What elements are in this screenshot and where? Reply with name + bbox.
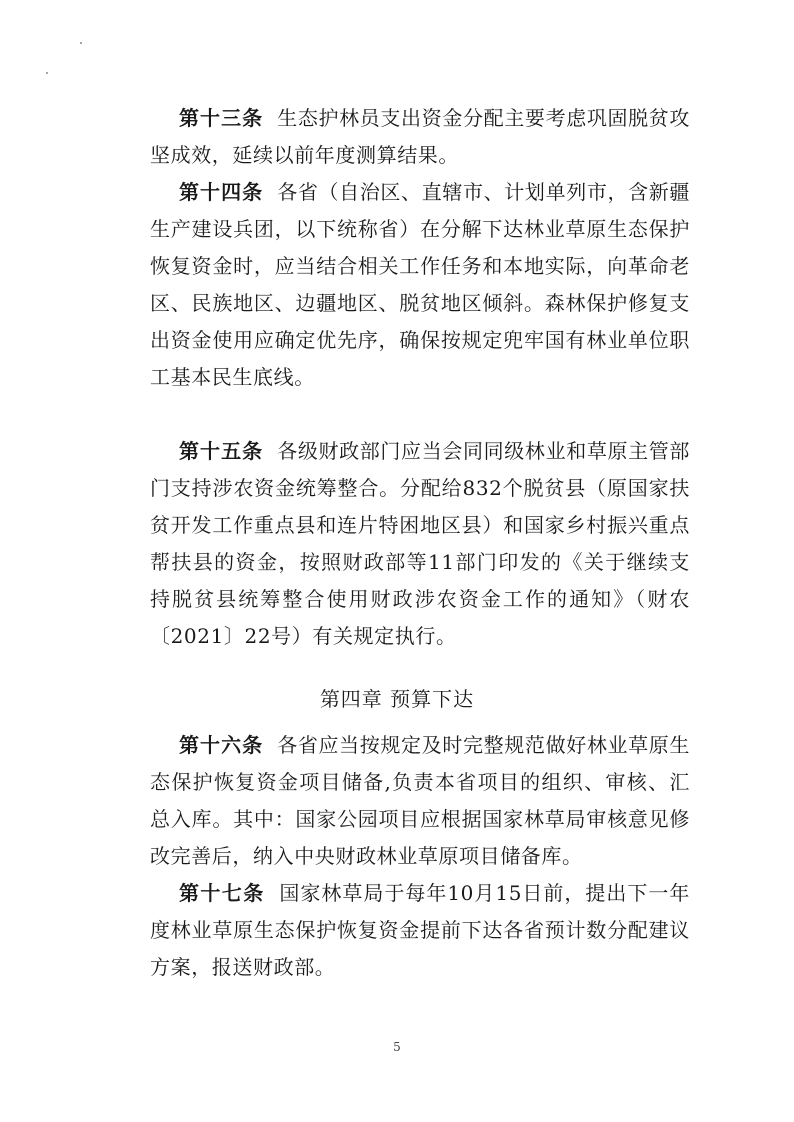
article-heading: 第十五条 <box>179 439 264 463</box>
article-17 <box>150 875 690 986</box>
article-heading: 第十三条 <box>179 106 264 130</box>
chapter-title: 第四章 预算下达 <box>319 687 475 711</box>
article-text: 生态护林员支出资金分配主要考虑巩固脱贫攻坚成效，延续以前年度测算结果。 <box>150 106 691 167</box>
article-14 <box>150 174 690 396</box>
article-text: 国家林草局于每年10月15日前，提出下一年度林业草原生态保护恢复资金提前下达各省预计数分配建议方案，报送财政部。 <box>150 881 691 979</box>
article-16 <box>150 727 690 875</box>
article-15 <box>150 433 690 655</box>
article-heading: 第十四条 <box>179 180 264 204</box>
article-text: 各级财政部门应当会同同级林业和草原主管部门支持涉农资金统筹整合。分配给832个脱贫县（原国家扶贫开发工作重点县和连片特困地区县）和国家乡村振兴重点帮扶县的资金，按照财政部等11部门印发的《关于继续支持脱贫县统筹整合使用财政涉农资金工作的通知》（财农〔2021〕22号）有关规定执行。 <box>150 439 691 648</box>
scan-speck <box>46 72 48 74</box>
article-text: 各省（自治区、直辖市、计划单列市，含新疆生产建设兵团，以下统称省）在分解下达林业草原生态保护恢复资金时，应当结合相关工作任务和本地实际，向革命老区、民族地区、边疆地区、脱贫地区倾斜。森林保护修复支出资金使用应确定优先序，确保按规定兜牢国有林业单位职工基本民生底线。 <box>150 180 691 389</box>
page-number: 5 <box>393 1040 401 1054</box>
scan-speck <box>80 42 82 44</box>
article-heading: 第十七条 <box>179 881 265 905</box>
article-text: 各省应当按规定及时完整规范做好林业草原生态保护恢复资金项目储备,负责本省项目的组织、审核、汇总入库。其中：国家公园项目应根据国家林草局审核意见修改完善后，纳入中央财政林业草原项目储备库。 <box>150 733 691 868</box>
article-13 <box>150 100 690 174</box>
article-heading: 第十六条 <box>179 733 264 757</box>
